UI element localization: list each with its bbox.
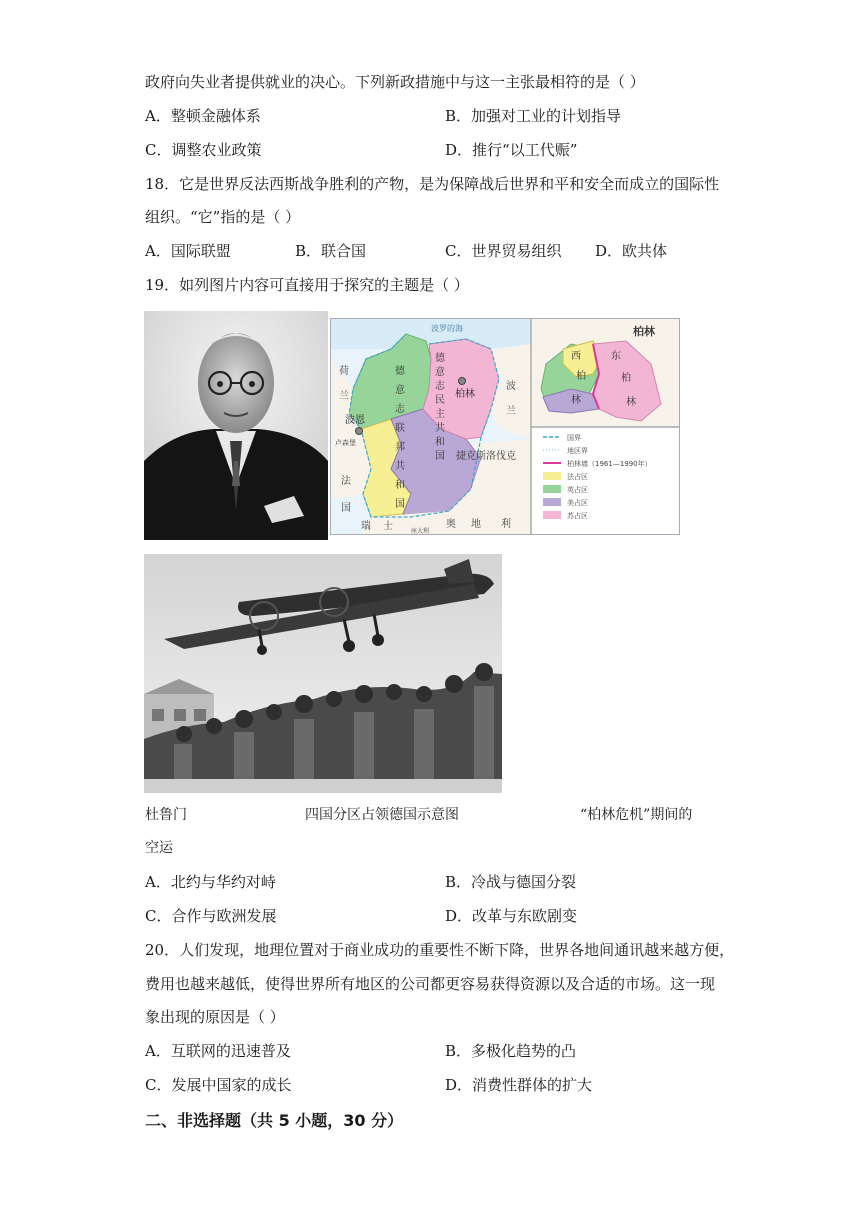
map-label-frg-3: 志 [395,404,405,415]
map-label-gdr-3: 志 [435,381,445,392]
legend-label-6: 美占区 [567,499,588,507]
germany-occupation-map [330,318,680,535]
q20-stem-line3: 象出现的原因是（ ） [145,1008,285,1026]
inset-west-3: 林 [571,395,581,406]
q17-option-c: C．调整农业政策 [145,141,262,159]
caption-map: 四国分区占领德国示意图 [305,807,459,823]
legend-label-3: 柏林墙（1961—1990年） [567,460,652,468]
q17-option-b: B．加强对工业的计划指导 [445,107,622,125]
map-label-swiss-1: 瑞 [361,521,371,532]
q20-stem-line2: 费用也越来越低，使得世界所有地区的公司都更容易获得资源以及合适的市场。这一现 [145,975,716,993]
q18-stem-line1: 18．它是世界反法西斯战争胜利的产物，是为保障战后世界和平和安全而成立的国际性 [145,175,720,193]
map-label-frg-2: 意 [395,385,405,396]
map-label-baltic: 波罗的海 [431,324,463,333]
map-label-berlin: 柏林 [455,389,475,400]
map-label-frg-6: 共 [395,461,405,472]
map-label-frg-8: 国 [395,499,405,510]
q17-stem-tail: 政府向失业者提供就业的决心。下列新政措施中与这一主张最相符的是（ ） [145,73,645,91]
legend-swatch-4 [543,472,561,480]
map-label-austria-3: 利 [501,519,511,530]
q19-option-c: C．合作与欧洲发展 [145,907,277,925]
airlift-image [144,554,502,793]
q18-option-a: A．国际联盟 [145,242,231,260]
caption-airlift-cont: 空运 [145,840,173,856]
legend-label-2: 地区界 [567,447,588,455]
inset-title-berlin: 柏林 [633,325,655,338]
legend-swatch-6 [543,498,561,506]
map-label-gdr-1: 德 [435,353,445,364]
map-label-gdr-2: 意 [435,367,445,378]
q17-option-a: A．整顿金融体系 [145,107,261,125]
q18-stem-line2: 组织。“它”指的是（ ） [145,208,301,226]
map-label-austria-1: 奥 [446,519,456,530]
map-label-czech: 捷克斯洛伐克 [456,451,516,462]
map-label-bonn: 波恩 [345,415,365,426]
q17-option-d: D．推行“以工代赈” [445,141,578,159]
map-label-liechtenstein: 座大利 [411,528,430,534]
map-label-lux: 卢森堡 [335,439,356,447]
map-label-holland-1: 荷 [339,366,349,377]
section-2-title: 二、非选择题（共 5 小题，30 分） [145,1111,404,1130]
inset-east-2: 柏 [621,373,631,384]
q19-option-a: A．北约与华约对峙 [145,873,276,891]
map-label-frg-7: 和 [395,480,405,491]
map-label-frg-1: 德 [395,366,405,377]
map-label-frg-5: 邦 [395,442,405,453]
truman-portrait-image [144,311,328,540]
q19-stem: 19．如列图片内容可直接用于探究的主题是（ ） [145,276,469,294]
map-label-gdr-7: 和 [435,437,445,448]
map-label-poland-1: 波 [506,381,516,392]
map-label-holland-2: 兰 [339,391,349,402]
inset-east-1: 东 [611,351,621,362]
map-label-austria-2: 地 [471,519,481,530]
q19-option-d: D．改革与东欧剧变 [445,907,578,925]
berlin-airlift-photo [144,554,502,793]
legend-swatch-7 [543,511,561,519]
caption-truman: 杜鲁门 [145,807,187,823]
q19-option-b: B．冷战与德国分裂 [445,873,577,891]
q20-option-c: C．发展中国家的成长 [145,1076,292,1094]
map-label-gdr-5: 主 [435,409,445,420]
map-label-gdr-6: 共 [435,423,445,434]
map-label-frg-4: 联 [395,423,405,434]
truman-photo [144,311,328,540]
legend-label-1: 国界 [567,434,581,442]
q18-option-c: C．世界贸易组织 [445,242,562,260]
q20-stem-line1: 20．人们发现，地理位置对于商业成功的重要性不断下降，世界各地间通讯越来越方便， [145,941,735,959]
legend-label-4: 法占区 [567,473,588,481]
inset-east-3: 林 [626,397,636,408]
q18-option-d: D．欧共体 [595,242,668,260]
map-label-france-1: 法 [341,476,351,487]
legend-label-7: 苏占区 [567,512,588,520]
q20-option-a: A．互联网的迅速普及 [145,1042,291,1060]
legend-label-5: 英占区 [567,486,588,494]
occupation-map-svg [331,319,679,534]
q20-option-b: B．多极化趋势的凸 [445,1042,577,1060]
map-label-gdr-4: 民 [435,395,445,406]
caption-airlift: “柏林危机”期间的 [580,807,693,823]
q20-option-d: D．消费性群体的扩大 [445,1076,593,1094]
inset-west-1: 西 [571,351,581,362]
inset-west-2: 柏 [576,371,586,382]
q18-option-b: B．联合国 [295,242,367,260]
map-label-gdr-8: 国 [435,451,445,462]
legend-swatch-5 [543,485,561,493]
map-label-france-2: 国 [341,503,351,514]
map-label-poland-2: 兰 [506,406,516,417]
map-label-swiss-2: 士 [383,521,393,532]
